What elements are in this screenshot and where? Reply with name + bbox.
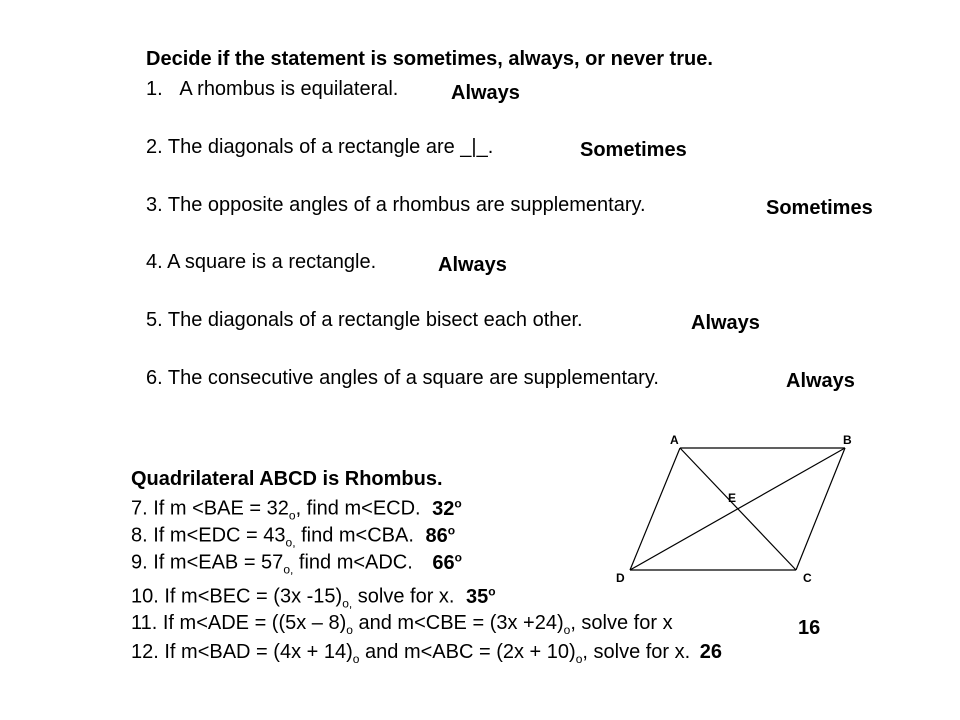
answer-4: Always	[438, 254, 507, 276]
question-text: The diagonals of a rectangle bisect each other.	[167, 309, 583, 331]
question-number: 3.	[146, 194, 163, 216]
answer-9: 66$^o$	[432, 550, 462, 574]
answer-12: 26	[699, 641, 723, 663]
answer-5: Always	[691, 312, 760, 334]
question-text: The diagonals of a rectangle are _|_.	[167, 136, 494, 158]
answer-8: 86$^o$	[425, 523, 456, 547]
question-number: 4.	[146, 251, 163, 273]
label-d: D	[616, 571, 625, 585]
question-number: 2.	[146, 136, 163, 158]
label-a: A	[670, 433, 679, 447]
question-8: 8. If $m<EDC = 43_{o,}$ find m<CBA. 86$^o$	[131, 523, 456, 550]
question-4	[146, 251, 376, 274]
side-bc	[796, 448, 845, 570]
side-ad	[630, 448, 680, 570]
question-number: 5.	[146, 309, 163, 331]
label-c: C	[803, 571, 812, 585]
label-e: E	[728, 491, 737, 505]
answer-1: Always	[451, 82, 520, 104]
diagonal-bd	[630, 448, 845, 570]
question-text: A square is a rectangle.	[167, 251, 377, 273]
answer-6: Always	[786, 370, 855, 392]
question-text: A rhombus is equilateral.	[179, 78, 399, 100]
question-12: 12. If $m<BAD = (4x + 14)_o$ and $m<ABC = (2x + 10)_o$, solve for x. 26	[131, 641, 723, 666]
question-5	[146, 309, 583, 332]
question-number: 1.	[146, 78, 163, 100]
question-text: The opposite angles of a rhombus are supplementary.	[167, 194, 646, 216]
question-10: 10. If m<BEC = (3x $-15)_{o,}$ solve for x. 35$^o$	[131, 584, 496, 611]
question-number: 6.	[146, 367, 163, 389]
question-9: 9. If $m<EAB = 57_{o,}$ find m<ADC. 66$^o$	[131, 550, 462, 577]
question-1	[146, 78, 398, 101]
section1-heading: Decide if the statement is sometimes, always, or never true.	[146, 48, 713, 70]
question-text: The consecutive angles of a square are supplementary.	[167, 367, 659, 389]
answer-11: 16	[798, 617, 821, 639]
answer-7: 32$^o$	[432, 496, 462, 520]
question-2	[146, 136, 493, 159]
section2-heading: Quadrilateral ABCD is Rhombus.	[131, 468, 443, 490]
question-7: 7. If $m <BAE = 32_o$, find m<ECD. 32$^o$	[131, 496, 462, 523]
question-6	[146, 367, 659, 390]
label-b: B	[843, 433, 852, 447]
question-11: 11. If $m<ADE = ((5x - 8)_o$ and $m<CBE = (3x +24)_o$, solve for x	[131, 612, 673, 637]
question-3	[146, 194, 646, 217]
rhombus-diagram	[600, 428, 852, 592]
answer-10: 35$^o$	[466, 584, 496, 608]
answer-2: Sometimes	[580, 139, 687, 161]
answer-3: Sometimes	[766, 197, 873, 219]
